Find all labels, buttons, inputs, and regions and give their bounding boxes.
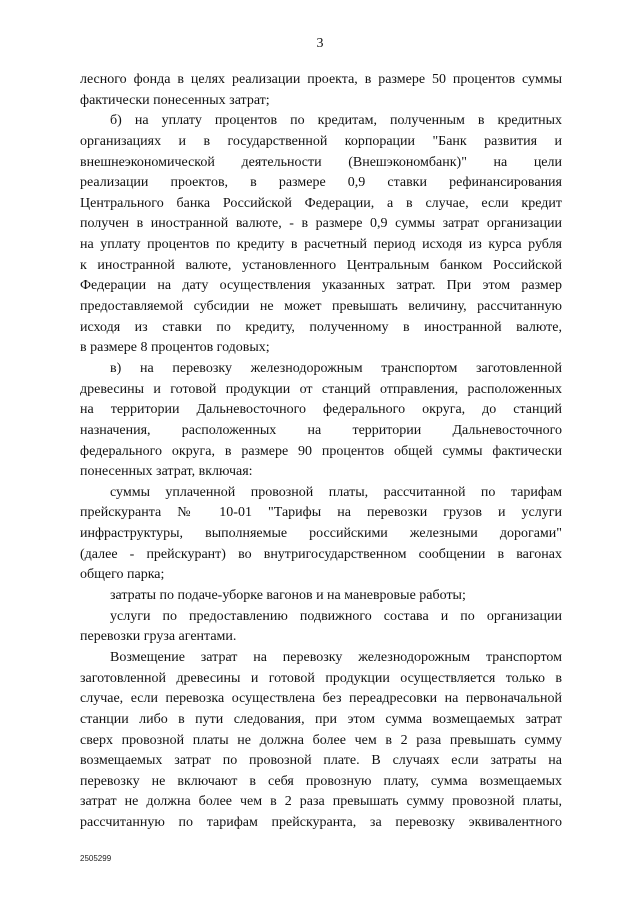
text-line: исходя из ставки по кредиту, полученному в иностранной валюте, (80, 319, 562, 335)
text-line: организациях и в государственной корпорации "Банк развития и (80, 133, 562, 149)
text-line: инфраструктуры, выполняемые российскими железными дорогами" (80, 526, 562, 542)
text-line: получен в иностранной валюте, - в размере 0,9 суммы затрат организации (80, 216, 562, 232)
document-footer-code: 2505299 (80, 854, 112, 863)
text-line: случае, если перевозка осуществлена без переадресовки на первоначальной (80, 691, 562, 707)
text-line: затрат не должна более чем в 2 раза превышать сумму провозной платы, (80, 794, 562, 810)
text-line: услуги по предоставлению подвижного состава и по организации (110, 608, 562, 624)
text-line: понесенных затрат, включая: (80, 464, 253, 480)
text-line: предоставляемой субсидии не может превышать величину, рассчитанную (80, 299, 562, 315)
text-line: фактически понесенных затрат; (80, 92, 270, 108)
text-line: суммы уплаченной провозной платы, рассчитанной по тарифам (110, 484, 562, 500)
text-line: Федерации на дату осуществления указанных затрат. При этом размер (80, 278, 562, 294)
text-line: федерального округа, в размере 90 процентов общей суммы фактически (80, 443, 562, 459)
text-line: Центрального банка Российской Федерации, а в случае, если кредит (80, 195, 562, 211)
text-line: рассчитанную по тарифам прейскуранта, за перевозку эквивалентного (80, 815, 562, 831)
text-line: прейскуранта № 10-01 "Тарифы на перевозки грузов и услуги (80, 505, 562, 521)
text-line: затраты по подаче-уборке вагонов и на маневровые работы; (110, 588, 466, 604)
text-line: возмещаемых затрат по провозной плате. В случаях если затраты на (80, 753, 562, 769)
text-line: в размере 8 процентов годовых; (80, 340, 270, 356)
text-line: перевозки груза агентами. (80, 629, 237, 645)
text-line: лесного фонда в целях реализации проекта, в размере 50 процентов суммы (80, 72, 562, 87)
text-line: сверх провозной платы не должна более чем в 2 раза превышать сумму (80, 732, 562, 748)
document-body (80, 70, 562, 834)
text-line: перевозку не включают в себя провозную плату, сумма возмещаемых (80, 773, 562, 789)
text-line: (далее - прейскурант) во внутригосударственном сообщении в вагонах (80, 546, 562, 562)
text-line: на территории Дальневосточного федерального округа, до станций (80, 402, 562, 418)
text-line: б) на уплату процентов по кредитам, полученным в кредитных (110, 113, 562, 129)
text-line: общего парка; (80, 567, 165, 583)
text-line: древесины и готовой продукции от станций отправления, расположенных (80, 381, 562, 397)
text-line: станции либо в пути следования, при этом сумма возмещаемых затрат (80, 711, 562, 727)
text-line: на уплату процентов по кредиту в расчетный период исходя из курса рубля (80, 237, 562, 253)
text-line: в) на перевозку железнодорожным транспортом заготовленной (110, 360, 562, 376)
text-line: Возмещение затрат на перевозку железнодорожным транспортом (110, 649, 562, 665)
page-number: 3 (316, 36, 324, 51)
text-line: назначения, расположенных на территории Дальневосточного (80, 422, 562, 438)
text-line: заготовленной древесины и готовой продукции осуществляется только в (80, 670, 562, 686)
text-line: к иностранной валюте, установленного Центральным банком Российской (80, 257, 562, 273)
text-line: реализации проектов, в размере 0,9 ставки рефинансирования (80, 175, 562, 191)
text-line: внешнеэкономической деятельности (Внешэкономбанк)" на цели (80, 154, 562, 170)
